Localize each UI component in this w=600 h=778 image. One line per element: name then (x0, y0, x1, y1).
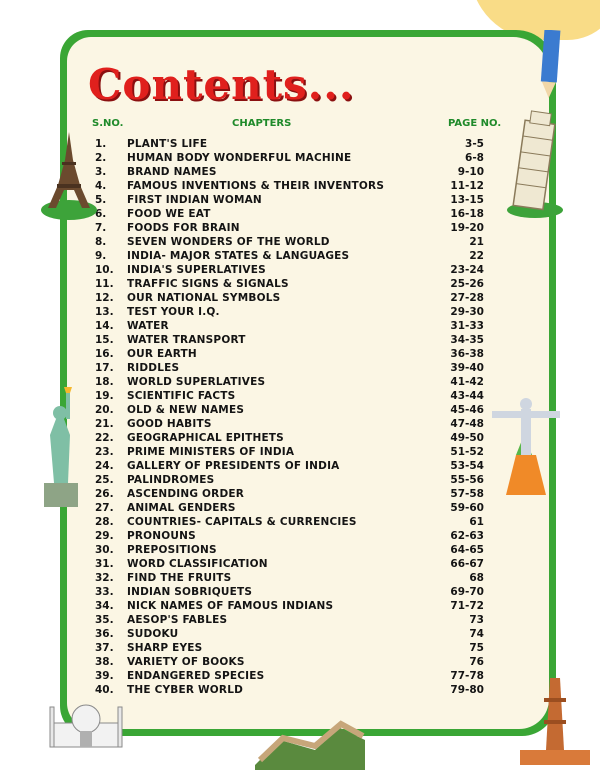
chapter-pages: 68 (469, 572, 484, 584)
chapter-number: 30. (95, 544, 114, 556)
chapter-number: 1. (95, 138, 107, 150)
chapter-number: 20. (95, 404, 114, 416)
chapter-title: TRAFFIC SIGNS & SIGNALS (127, 278, 289, 290)
chapter-pages: 73 (469, 614, 484, 626)
chapter-number: 38. (95, 656, 114, 668)
chapter-row (0, 515, 600, 529)
chapter-number: 27. (95, 502, 114, 514)
chapter-number: 21. (95, 418, 114, 430)
chapter-pages: 6-8 (465, 152, 484, 164)
chapter-number: 36. (95, 628, 114, 640)
chapter-title: INDIAN SOBRIQUETS (127, 586, 253, 598)
chapter-title: AESOP'S FABLES (127, 614, 228, 626)
chapter-number: 12. (95, 292, 114, 304)
chapter-title: NICK NAMES OF FAMOUS INDIANS (127, 600, 334, 612)
chapter-title: GOOD HABITS (127, 418, 212, 430)
chapter-pages: 27-28 (450, 292, 484, 304)
chapter-title: ANIMAL GENDERS (127, 502, 236, 514)
chapter-pages: 13-15 (450, 194, 484, 206)
chapter-number: 17. (95, 362, 114, 374)
chapter-number: 16. (95, 348, 114, 360)
chapter-row (0, 375, 600, 389)
chapter-title: GEOGRAPHICAL EPITHETS (127, 432, 284, 444)
chapter-title: WORD CLASSIFICATION (127, 558, 268, 570)
chapter-title: RIDDLES (127, 362, 180, 374)
chapter-pages: 3-5 (465, 138, 484, 150)
chapter-pages: 75 (469, 642, 484, 654)
chapter-number: 34. (95, 600, 114, 612)
chapter-row (0, 599, 600, 613)
chapter-number: 10. (95, 264, 114, 276)
chapter-title: COUNTRIES- CAPITALS & CURRENCIES (127, 516, 357, 528)
chapter-row (0, 571, 600, 585)
chapter-row (0, 627, 600, 641)
chapter-title: TEST YOUR I.Q. (127, 306, 220, 318)
qutub-minar-icon (520, 670, 590, 765)
chapter-title: PRIME MINISTERS OF INDIA (127, 446, 295, 458)
chapter-pages: 59-60 (450, 502, 484, 514)
chapter-number: 26. (95, 488, 114, 500)
chapter-pages: 34-35 (450, 334, 484, 346)
chapter-title: OUR EARTH (127, 348, 197, 360)
chapter-title: SCIENTIFIC FACTS (127, 390, 236, 402)
chapter-row (0, 291, 600, 305)
chapter-pages: 36-38 (450, 348, 484, 360)
chapter-number: 5. (95, 194, 107, 206)
chapter-number: 9. (95, 250, 107, 262)
chapter-number: 2. (95, 152, 107, 164)
chapter-title: HUMAN BODY WONDERFUL MACHINE (127, 152, 352, 164)
chapter-number: 7. (95, 222, 107, 234)
chapter-pages: 51-52 (450, 446, 484, 458)
chapter-number: 28. (95, 516, 114, 528)
chapter-title: PLANT'S LIFE (127, 138, 208, 150)
page-title: Contents... (88, 60, 355, 109)
chapter-row (0, 361, 600, 375)
chapter-number: 19. (95, 390, 114, 402)
chapter-number: 8. (95, 236, 107, 248)
chapter-title: ENDANGERED SPECIES (127, 670, 265, 682)
chapter-pages: 9-10 (457, 166, 484, 178)
chapter-number: 22. (95, 432, 114, 444)
chapter-pages: 66-67 (450, 558, 484, 570)
chapter-row (0, 613, 600, 627)
chapter-title: VARIETY OF BOOKS (127, 656, 245, 668)
chapter-title: FIND THE FRUITS (127, 572, 232, 584)
chapter-row (0, 501, 600, 515)
chapter-row (0, 655, 600, 669)
chapter-number: 32. (95, 572, 114, 584)
chapter-title: FAMOUS INVENTIONS & THEIR INVENTORS (127, 180, 385, 192)
chapter-number: 3. (95, 166, 107, 178)
chapter-row (0, 585, 600, 599)
chapter-row (0, 543, 600, 557)
chapter-title: PALINDROMES (127, 474, 215, 486)
chapter-number: 35. (95, 614, 114, 626)
chapter-pages: 47-48 (450, 418, 484, 430)
chapter-pages: 61 (469, 516, 484, 528)
chapter-number: 39. (95, 670, 114, 682)
chapter-number: 4. (95, 180, 107, 192)
chapter-number: 37. (95, 642, 114, 654)
chapter-pages: 45-46 (450, 404, 484, 416)
chapter-title: PREPOSITIONS (127, 544, 217, 556)
taj-mahal-icon (46, 695, 126, 750)
chapter-title: THE CYBER WORLD (127, 684, 244, 696)
chapter-title: SUDOKU (127, 628, 179, 640)
chapter-title: FIRST INDIAN WOMAN (127, 194, 262, 206)
chapter-row (0, 347, 600, 361)
chapter-row (0, 529, 600, 543)
leaning-tower-icon (505, 110, 565, 220)
chapter-row (0, 305, 600, 319)
chapter-number: 24. (95, 460, 114, 472)
chapter-row (0, 557, 600, 571)
chapter-pages: 49-50 (450, 432, 484, 444)
chapter-row (0, 333, 600, 347)
chapter-number: 18. (95, 376, 114, 388)
chapter-pages: 29-30 (450, 306, 484, 318)
chapter-number: 25. (95, 474, 114, 486)
chapter-number: 40. (95, 684, 114, 696)
chapter-title: SHARP EYES (127, 642, 203, 654)
chapter-pages: 71-72 (450, 600, 484, 612)
chapter-pages: 19-20 (450, 222, 484, 234)
chapter-title: GALLERY OF PRESIDENTS OF INDIA (127, 460, 340, 472)
chapter-pages: 69-70 (450, 586, 484, 598)
pencil-icon (536, 30, 564, 100)
chapter-pages: 25-26 (450, 278, 484, 290)
header-sno: S.NO. (92, 118, 124, 129)
chapter-pages: 79-80 (450, 684, 484, 696)
chapter-pages: 23-24 (450, 264, 484, 276)
chapter-title: ASCENDING ORDER (127, 488, 245, 500)
chapter-number: 23. (95, 446, 114, 458)
chapter-title: PRONOUNS (127, 530, 196, 542)
chapter-title: OUR NATIONAL SYMBOLS (127, 292, 281, 304)
chapter-row (0, 221, 600, 235)
chapter-pages: 41-42 (450, 376, 484, 388)
eiffel-tower-icon (40, 130, 98, 222)
christ-redeemer-icon (488, 395, 563, 500)
chapter-title: FOOD WE EAT (127, 208, 211, 220)
statue-of-liberty-icon (30, 385, 90, 510)
chapter-title: INDIA- MAJOR STATES & LANGUAGES (127, 250, 350, 262)
chapter-row (0, 319, 600, 333)
chapter-title: INDIA'S SUPERLATIVES (127, 264, 266, 276)
chapter-pages: 39-40 (450, 362, 484, 374)
chapter-title: OLD & NEW NAMES (127, 404, 245, 416)
great-wall-icon (255, 710, 365, 770)
chapter-pages: 55-56 (450, 474, 484, 486)
chapter-number: 15. (95, 334, 114, 346)
chapter-row (0, 263, 600, 277)
chapter-title: WORLD SUPERLATIVES (127, 376, 266, 388)
chapter-number: 31. (95, 558, 114, 570)
chapter-pages: 22 (469, 250, 484, 262)
chapter-pages: 53-54 (450, 460, 484, 472)
chapter-pages: 43-44 (450, 390, 484, 402)
chapter-number: 14. (95, 320, 114, 332)
chapter-title: FOODS FOR BRAIN (127, 222, 240, 234)
chapter-pages: 31-33 (450, 320, 484, 332)
chapter-row (0, 277, 600, 291)
chapter-pages: 64-65 (450, 544, 484, 556)
chapter-pages: 21 (469, 236, 484, 248)
header-chapters: CHAPTERS (232, 118, 292, 129)
chapter-pages: 62-63 (450, 530, 484, 542)
chapter-title: SEVEN WONDERS OF THE WORLD (127, 236, 330, 248)
header-page-no: PAGE NO. (448, 118, 502, 129)
chapter-title: WATER TRANSPORT (127, 334, 246, 346)
chapter-row (0, 669, 600, 683)
chapter-number: 29. (95, 530, 114, 542)
chapter-title: BRAND NAMES (127, 166, 217, 178)
chapter-pages: 74 (469, 628, 484, 640)
chapter-title: WATER (127, 320, 169, 332)
chapter-pages: 76 (469, 656, 484, 668)
chapter-row (0, 641, 600, 655)
chapter-row (0, 235, 600, 249)
chapter-pages: 11-12 (450, 180, 484, 192)
chapter-row (0, 249, 600, 263)
chapter-pages: 16-18 (450, 208, 484, 220)
chapter-pages: 77-78 (450, 670, 484, 682)
chapter-number: 6. (95, 208, 107, 220)
chapter-number: 13. (95, 306, 114, 318)
chapter-number: 33. (95, 586, 114, 598)
chapter-number: 11. (95, 278, 114, 290)
chapter-pages: 57-58 (450, 488, 484, 500)
